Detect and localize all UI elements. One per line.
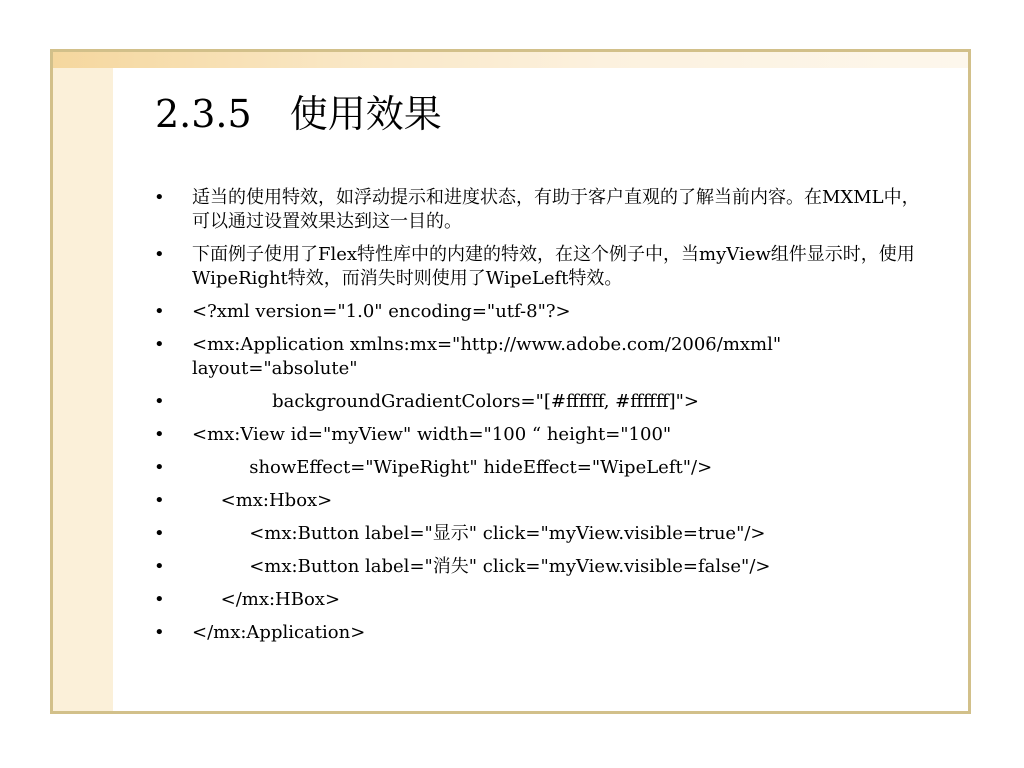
bullet-text: backgroundGradientColors="[#ffffff, #ffffff]">: [192, 391, 700, 412]
slide-title: 2.3.5 使用效果: [155, 92, 442, 136]
bullet-item: [150, 300, 930, 324]
bullet-item: [150, 186, 930, 234]
bullet-text: 适当的使用特效，如浮动提示和进度状态，有助于客户直观的了解当前内容。在MXML中，可以通过设置效果达到这一目的。: [192, 187, 920, 232]
bullet-item: [150, 243, 930, 291]
bullet-text: <?xml version="1.0" encoding="utf-8"?>: [192, 301, 571, 322]
bullet-icon: •: [154, 523, 165, 544]
bullet-icon: •: [154, 187, 165, 208]
bullet-item: [150, 423, 930, 447]
header-band: [53, 52, 968, 68]
bullet-item: [150, 555, 930, 579]
bullet-icon: •: [154, 391, 165, 412]
bullet-text: showEffect="WipeRight" hideEffect="WipeLeft"/>: [192, 457, 713, 478]
bullet-icon: •: [154, 556, 165, 577]
bullet-icon: •: [154, 457, 165, 478]
bullet-item: [150, 456, 930, 480]
bullet-text: 下面例子使用了Flex特性库中的内建的特效，在这个例子中，当myView组件显示时，使用WipeRight特效，而消失时则使用了WipeLeft特效。: [192, 244, 915, 289]
bullet-list: [150, 186, 930, 654]
bullet-icon: •: [154, 622, 165, 643]
bullet-text: </mx:Application>: [192, 622, 366, 643]
bullet-text: <mx:Application xmlns:mx="http://www.adobe.com/2006/mxml" layout="absolute": [192, 334, 787, 379]
bullet-text: </mx:HBox>: [192, 589, 341, 610]
bullet-item: [150, 621, 930, 645]
bullet-item: [150, 390, 930, 414]
bullet-icon: •: [154, 589, 165, 610]
bullet-icon: •: [154, 424, 165, 445]
bullet-item: [150, 588, 930, 612]
bullet-item: [150, 522, 930, 546]
bullet-item: [150, 489, 930, 513]
bullet-text: <mx:View id="myView" width="100 “ height="100": [192, 424, 672, 445]
bullet-item: [150, 333, 930, 381]
bullet-icon: •: [154, 334, 165, 355]
bullet-icon: •: [154, 301, 165, 322]
bullet-icon: •: [154, 244, 165, 265]
bullet-icon: •: [154, 490, 165, 511]
bullet-text: <mx:Button label="显示" click="myView.visible=true"/>: [192, 523, 766, 544]
bullet-text: <mx:Button label="消失" click="myView.visible=false"/>: [192, 556, 771, 577]
bullet-text: <mx:Hbox>: [192, 490, 333, 511]
